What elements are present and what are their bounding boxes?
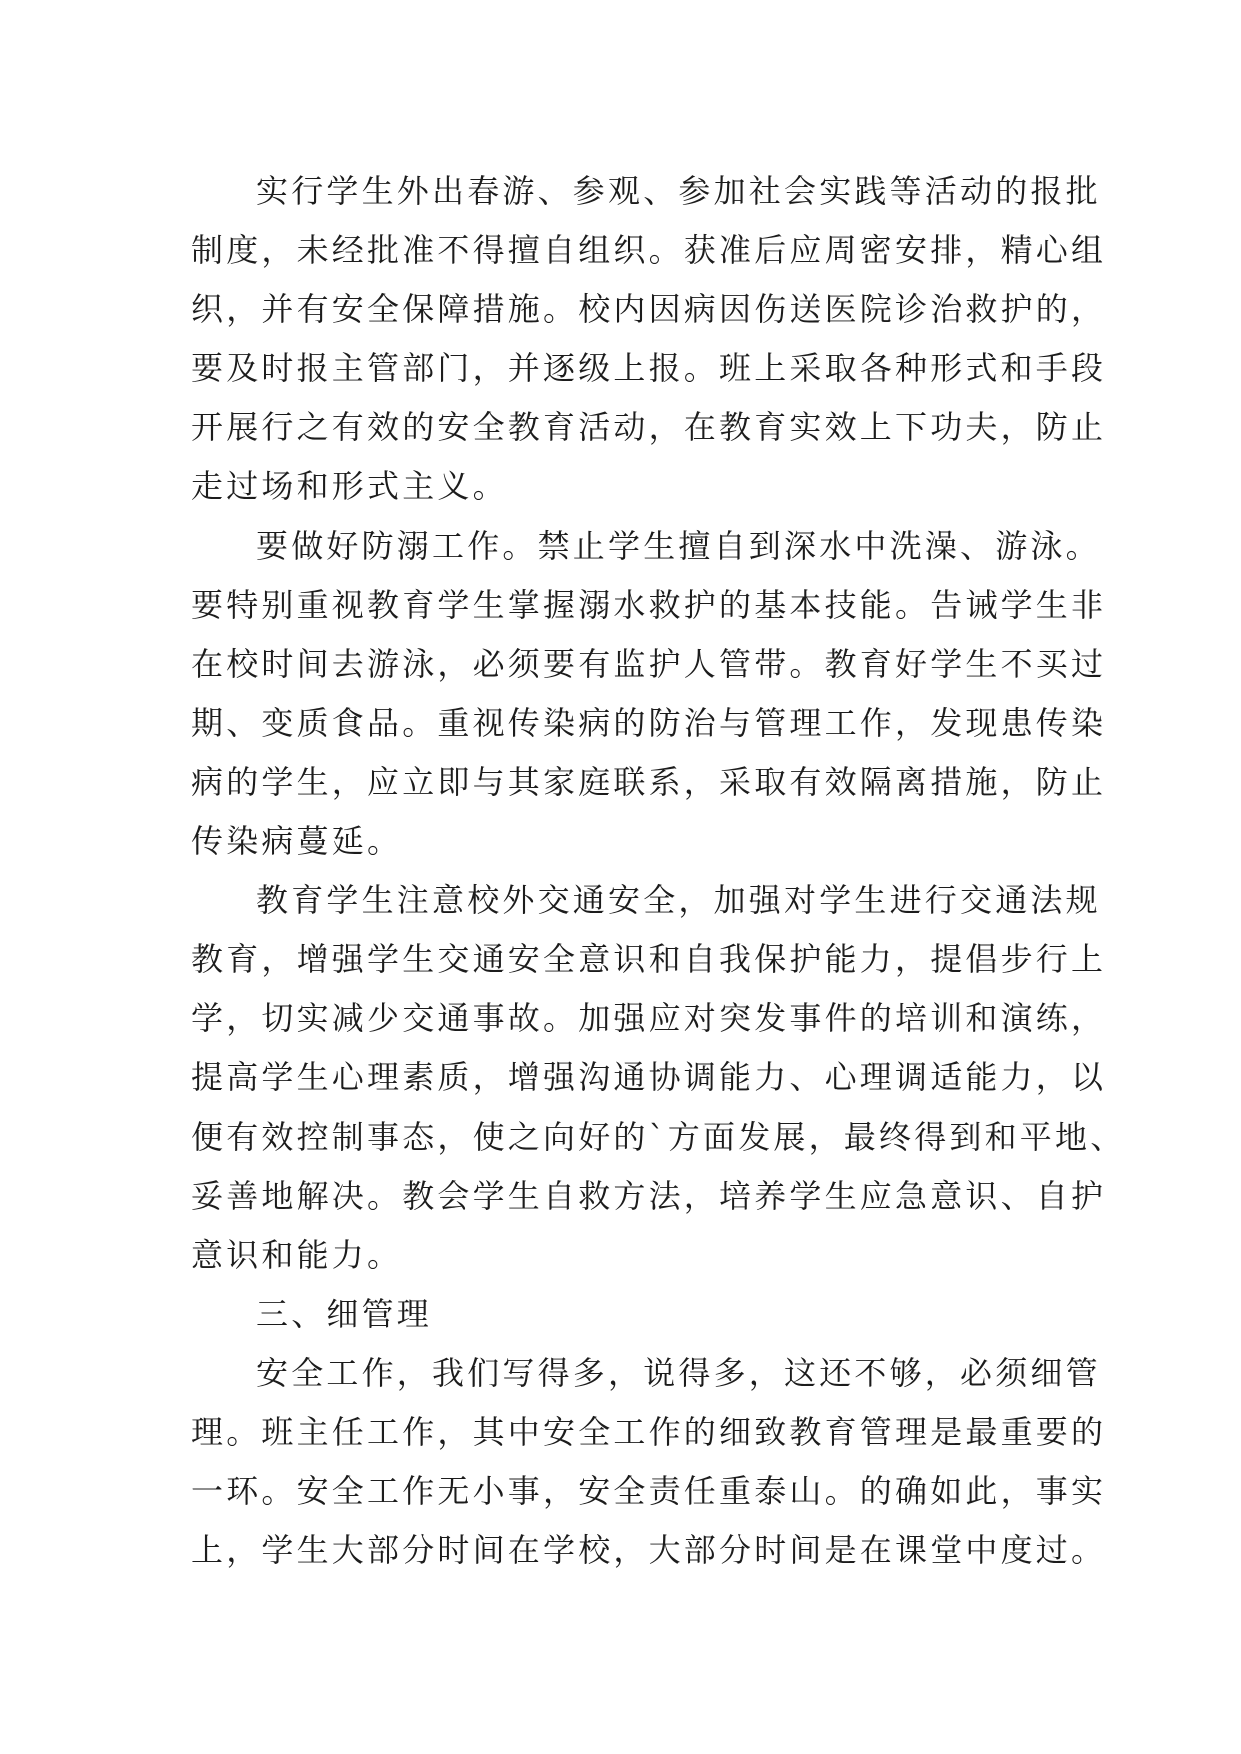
paragraph — [191, 517, 1107, 872]
text-line: 便有效控制事态，使之向好的`方面发展，最终得到和平地、 — [191, 1117, 1126, 1156]
document-body — [191, 162, 1126, 1580]
text-line: 学，切实减少交通事故。加强应对突发事件的培训和演练， — [191, 999, 1107, 1038]
text-line: 传染病蔓延。 — [191, 822, 403, 861]
paragraph — [191, 1344, 1107, 1580]
text-line: 走过场和形式主义。 — [191, 467, 508, 506]
paragraph — [191, 871, 1126, 1285]
text-line: 在校时间去游泳，必须要有监护人管带。教育好学生不买过 — [191, 644, 1107, 683]
text-line: 安全工作，我们写得多，说得多，这还不够，必须细管 — [256, 1353, 1101, 1392]
text-line: 一环。安全工作无小事，安全责任重泰山。的确如此，事实 — [191, 1472, 1107, 1511]
section-heading-text: 三、细管理 — [256, 1294, 433, 1333]
text-line: 要做好防溺工作。禁止学生擅自到深水中洗澡、游泳。 — [256, 526, 1101, 565]
text-line: 制度，未经批准不得擅自组织。获准后应周密安排，精心组 — [191, 231, 1107, 270]
paragraph — [191, 162, 1107, 517]
text-line: 织，并有安全保障措施。校内因病因伤送医院诊治救护的， — [191, 290, 1107, 329]
text-line: 提高学生心理素质，增强沟通协调能力、心理调适能力，以 — [191, 1058, 1107, 1097]
text-line: 上，学生大部分时间在学校，大部分时间是在课堂中度过。 — [191, 1531, 1107, 1570]
text-line: 实行学生外出春游、参观、参加社会实践等活动的报批 — [256, 172, 1101, 210]
text-line: 病的学生，应立即与其家庭联系，采取有效隔离措施，防止 — [191, 762, 1107, 801]
text-line: 教育，增强学生交通安全意识和自我保护能力，提倡步行上 — [191, 940, 1107, 979]
text-line: 要特别重视教育学生掌握溺水救护的基本技能。告诫学生非 — [191, 585, 1107, 624]
text-line: 妥善地解决。教会学生自救方法，培养学生应急意识、自护 — [191, 1176, 1107, 1215]
text-line: 期、变质食品。重视传染病的防治与管理工作，发现患传染 — [191, 703, 1107, 742]
text-line: 要及时报主管部门，并逐级上报。班上采取各种形式和手段 — [191, 349, 1107, 388]
text-line: 教育学生注意校外交通安全，加强对学生进行交通法规 — [256, 881, 1101, 920]
text-line: 意识和能力。 — [191, 1235, 403, 1274]
text-line: 开展行之有效的安全教育活动，在教育实效上下功夫，防止 — [191, 408, 1107, 447]
section-heading — [191, 1285, 1071, 1344]
text-line: 理。班主任工作，其中安全工作的细致教育管理是最重要的 — [191, 1412, 1107, 1451]
